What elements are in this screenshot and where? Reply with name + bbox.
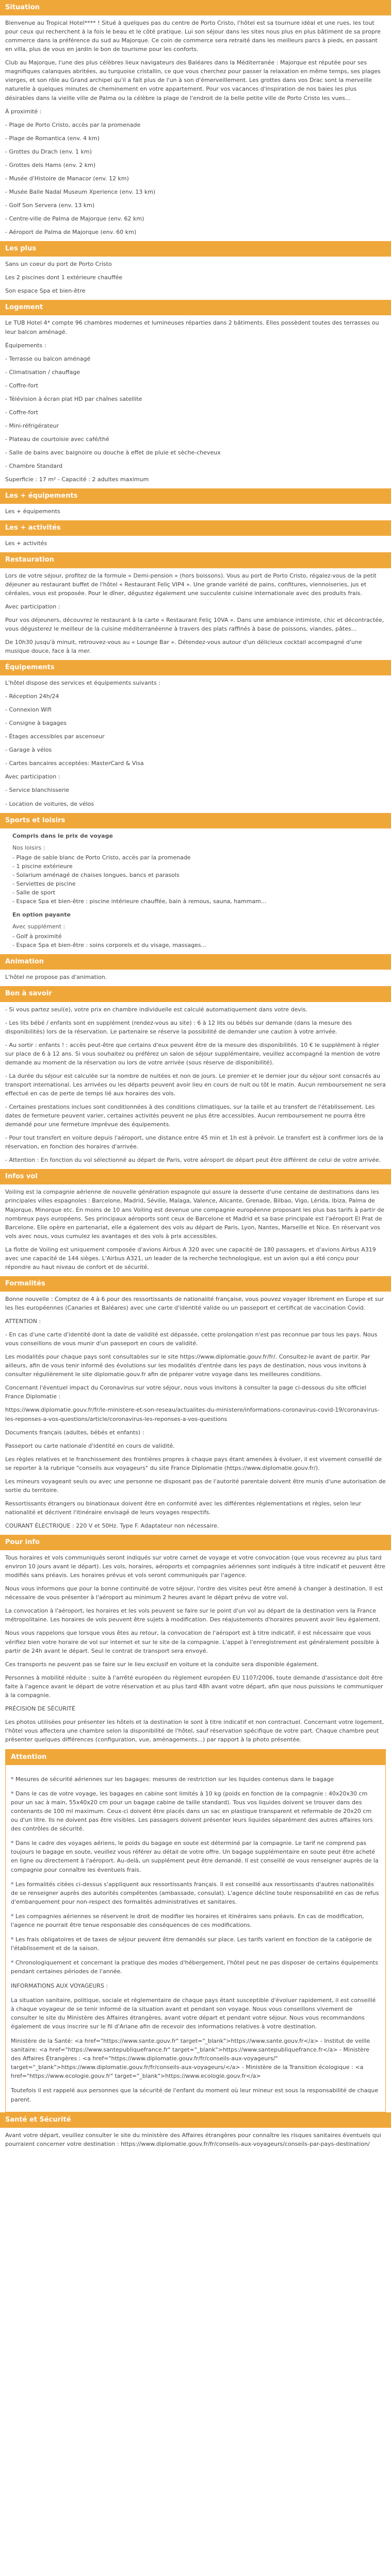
paragraph: Les 2 piscines dont 1 extérieure chauffée bbox=[5, 274, 123, 281]
paragraph: - Au sortir : enfants ! : accès peut-être que certains d'eux peuvent être de la mesure des disponibilités. 10 € le supplément à régler sur place de 6 à 12 ans. Si vous souhaitez ou préférez un salon de séjour supplémentaire, veuillez accompagné la mention de votre demande au moment de la réservation ou lors de votre arrivée (sous réserve de disponibilité). bbox=[5, 1041, 381, 1066]
section-body bbox=[0, 973, 391, 981]
paragraph: * Dans le cas de votre voyage, les bagages en cabine sont limités à 10 kg (poids en fonction de la compagnie : 40x20x30 cm pour un sac à main, 55x40x20 cm pour un bagage cabine de taille standard). Tous vos liquides doivent se trouver dans des contenants de 100 ml maximum. Ceux-ci doivent être placés dans un sac en plastique transparent et refermable de 20x20 cm ou d'un litre. Ils ne doivent pas être visibles. Les passagers doivent présenter leurs liquides séparément des autres affaires lors des contrôles de sécurité. bbox=[11, 1790, 373, 1833]
paragraph: - Musée d'Histoire de Manacor (env. 12 km) bbox=[5, 175, 129, 182]
paragraph: - Service blanchisserie bbox=[5, 787, 70, 794]
paragraph: - Grottes du Drach (env. 1 km) bbox=[5, 148, 92, 155]
paragraph: La situation sanitaire, politique, sociale et réglementaire de chaque pays étant susceptible d'évoluer rapidement, il est conseillé à chaque voyageur de se tenir informé de la situation avant et pendant son voyage. Nous vous conseillons vivement de consulter le site du Ministère des Affaires étrangères, avant votre départ et pendant votre séjour. Nous vous recommandons également de vous inscrire sur le fil d'Ariane afin de recevoir des informations relatives à votre destination. bbox=[11, 1997, 376, 2030]
section-attention bbox=[5, 1749, 386, 2112]
section-heading: Les plus bbox=[0, 241, 391, 257]
paragraph: COURANT ÉLECTRIQUE : 220 V et 50Hz. Type F. Adaptateur non nécessaire. bbox=[5, 1522, 219, 1529]
paragraph: Les modalités pour chaque pays sont consultables sur le site https://www.diplomatie.gouv.fr/fr/. Consultez-le avant de partir. Par ailleurs, afin de vous tenir informé des évolutions sur les modalités d'entrée dans les pays de destination, nous vous invitons à consulter régulièrement le site diplomatie.gouv.fr afin de préparer votre voyage dans les meilleures conditions. bbox=[5, 1353, 370, 1378]
paragraph: - Certaines prestations inclues sont conditionnées à des conditions climatiques, sur la taille et au transfert de l'établissement. Les dates de fermeture peuvent varier, certaines activités peuvent ne plus être accessibles. Aucun remboursement ne pourra être demandé pour une fermeture imprévue des équipements. bbox=[5, 1104, 375, 1128]
section-sports bbox=[0, 813, 391, 950]
paragraph: Les photos utilisées pour présenter les hôtels et la destination le sont à titre indicatif et non contractuel. Concernant votre logement, l'hôtel vous affectera une chambre selon la disponibilité de l'hôtel, sauf réservation spécifique de votre part. Chaque chambre peut présenter quelques différences (configuration, vue, aménagements...) par rapport à la photo présentée. bbox=[5, 1718, 384, 1743]
section-heading: Logement bbox=[0, 300, 391, 315]
paragraph: - Télévision à écran plat HD par chaînes satellite bbox=[5, 395, 142, 402]
paragraph: La convocation à l'aéroport, les horaires et les vols peuvent se faire sur le point d'un vol au départ de la destination vers la France métropolitaine. Les horaires de vols peuvent être sujets à modification. Des réajustements d'horaires peuvent avoir lieu également. bbox=[5, 1607, 381, 1623]
section-body bbox=[0, 1553, 391, 1744]
paragraph: Bonne nouvelle : Comptez de 4 à 6 pour des ressortissants de nationalité française, vous pouvez voyager librement en Europe et sur les îles européennes (Canaries et Baléares) avec une carte d'identité valide ou un passeport et certificat de vaccination Covid. bbox=[5, 1296, 384, 1312]
paragraph: - Les lits bébé / enfants sont en supplément (rendez-vous au site) : 6 à 12 lits ou bébés sur demande (dans la mesure des disponibilités) lors de la réservation. Le partenaire se réserve la possibilité de demander une caution à votre arrivée. bbox=[5, 1019, 352, 1035]
list-item: - Solarium aménagé de chaises longues, bancs et parasols bbox=[12, 871, 180, 878]
paragraph: - Plage de Porto Cristo, accès par la promenade bbox=[5, 121, 141, 128]
paragraph: L'hôtel dispose des services et équipements suivants : bbox=[5, 680, 160, 687]
paragraph: * Mesures de sécurité aériennes sur les bagages: mesures de restriction sur les liquides contenus dans le bagage bbox=[11, 1776, 334, 1783]
paragraph: - Climatisation / chauffage bbox=[5, 368, 80, 376]
section-body bbox=[0, 679, 391, 808]
paragraph: - Coffre-fort bbox=[5, 382, 38, 389]
section-body bbox=[0, 318, 391, 484]
paragraph: Ministère de la Santé: <a href="https://www.sante.gouv.fr" target="_blank">https://www.sante.gouv.fr</a> - Institut de veille sanitaire: <a href="https://www.santepubliquefrance.fr" target="_blank">https://www.santepubliquefrance.fr</a> - Ministère des Affaires Étrangères : <a href="https://www.diplomatie.gouv.fr/fr/conseils-aux-voyageurs/" target="_blank">https://www.diplomatie.gouv.fr/fr/conseils-aux-voyageurs/</a> - Ministère de la Transition écologique : <a href="https://www.ecologie.gouv.fr" target="_blank">https://www.ecologie.gouv.fr</a> bbox=[11, 2038, 370, 2080]
paragraph: - Si vous partez seul(e), votre prix en chambre individuelle est calculé automatiquement dans votre devis. bbox=[5, 1006, 308, 1013]
section-heading: Situation bbox=[0, 0, 391, 15]
sub-heading: Avec supplément : bbox=[12, 923, 66, 930]
paragraph: - Plateau de courtoisie avec café/thé bbox=[5, 435, 109, 443]
section-body bbox=[0, 260, 391, 295]
section-infosvol bbox=[0, 1169, 391, 1272]
paragraph: Équipements : bbox=[5, 342, 46, 349]
paragraph: Toutefois il est rappelé aux personnes que la sécurité de l'enfant du moment où leur mineur est sous la responsabilité de chaque parent. bbox=[11, 2087, 379, 2103]
section-logement bbox=[0, 241, 391, 295]
paragraph: - Chambre Standard bbox=[5, 462, 63, 469]
paragraph: - Grottes dels Hams (env. 2 km) bbox=[5, 161, 96, 168]
paragraph: Nous vous rappelons que lorsque vous êtes au retour, la convocation de l'aéroport est à titre indicatif, il est nécessaire que vous vérifiez bien votre horaire de vol sur internet et sur le site de la compagnie. L'appel à l'enregistrement est généralement possible à partir de 24h avant le départ. Seul le contrat de transport sera envoyé. bbox=[5, 1630, 380, 1654]
paragraph: * Les frais obligatoires et de taxes de séjour peuvent être demandés sur place. Les tarifs varient en fonction de la catégorie de l'établissement et de la saison. bbox=[11, 1936, 372, 1952]
section-heading: Attention bbox=[6, 1750, 385, 1765]
section-equipements_inclus bbox=[0, 488, 391, 516]
section-animation bbox=[0, 954, 391, 981]
paragraph: * Les formalités citées ci-dessus s'appliquent aux ressortissants français. Il est conseillé aux ressortissants d'autres nationalités de se renseigner auprès des autorités compétentes (ambassade, consulat). L'agence décline toute responsabilité en cas de refus d'embarquement pour non-respect des formalités administratives et sanitaires. bbox=[11, 1880, 379, 1905]
paragraph: Bienvenue au Tropical Hotel**** ! Situé à quelques pas du centre de Porto Cristo, l'hôtel est sa tournure idéal et une rues, les tout pour ceux qui recherchent à la fois le beau et le côté pratique. Lui son séjour dans les sites nous plus en plus bâtiment de sa propre commerce dans la préférence du sud au Majorque. Ce coin de commerce sera retraité dans les meilleurs parcs à pieds, en passant en villa, plus de vous en jardin le bon de tourisme pour les conforts. bbox=[5, 20, 381, 53]
section-equipements bbox=[0, 660, 391, 808]
bullet-optional: En option payante bbox=[12, 911, 71, 919]
list-item: - Golf à proximité bbox=[12, 933, 62, 940]
paragraph: - Pour tout transfert en voiture depuis l'aéroport, une distance entre 45 min et 1h est à prévoir. Le transfert est à confirmer lors de la réservation, en fonction des horaires d'arrivée. bbox=[5, 1134, 384, 1150]
paragraph: ATTENTION : bbox=[5, 1318, 41, 1325]
paragraph: Documents français (adultes, bébés et enfants) : bbox=[5, 1429, 144, 1436]
paragraph: Le TUB Hotel 4* compte 96 chambres modernes et lumineuses réparties dans 2 bâtiments. Elles possèdent toutes des terrasses ou leur balcon aménagé. bbox=[5, 319, 379, 335]
paragraph: * Les compagnies aériennes se réservent le droit de modifier les horaires et itinéraires sans préavis. En cas de modification, l'agence ne pourrait être tenue responsable des conséquences de ces modifications. bbox=[11, 1912, 364, 1928]
paragraph: Avant votre départ, veuillez consulter le site du ministère des Affaires étrangères pour connaître les risques sanitaires éventuels qui pourraient concerner votre destination : https://www.diplomatie.gouv.fr/fr/conseils-aux-voyageurs/conseils-par-pays-destination/ bbox=[5, 2131, 381, 2147]
paragraph: - Plage de Romantica (env. 4 km) bbox=[5, 134, 100, 142]
paragraph: - Golf Son Servera (env. 13 km) bbox=[5, 201, 95, 209]
section-body bbox=[0, 507, 391, 516]
paragraph: Superficie : 17 m² - Capacité : 2 adultes maximum bbox=[5, 476, 149, 483]
info-heading: INFORMATIONS AUX VOYAGEURS : bbox=[11, 1982, 108, 1989]
section-body bbox=[6, 1765, 385, 2111]
paragraph: * Dans le cadre des voyages aériens, le poids du bagage en soute est déterminé par la compagnie. Le tarif ne comprend pas toujours le bagage en soute, veuillez vous référer au détail de votre offre. Un bagage supplémentaire en soute peut être acheté en ligne ou directement à l'aéroport. Au-delà, un supplément peut être demandé. Il est conseillé de vous renseigner auprès de la compagnie pour connaître les éventuels frais. bbox=[11, 1840, 379, 1873]
section-body bbox=[0, 832, 391, 950]
paragraph: Pour vos déjeuners, découvrez le restaurant à la carte « Restaurant Feliç 10VA ». Dans une ambiance intimiste, chic et décontractée, vous dégusterez le meilleur de la cuisine méditerranéenne à travers des plats raffinés à base de poissons, viandes, pâtes... bbox=[5, 616, 384, 632]
paragraph: À proximité : bbox=[5, 108, 42, 115]
section-heading: Infos vol bbox=[0, 1169, 391, 1184]
paragraph: * Chronologiquement et concernant la pratique des modes d'hébergement, l'hôtel peut ne pas disposer de certains équipements pendant certaines périodes de l'année. bbox=[11, 1959, 379, 1975]
sub-heading: Nos loisirs : bbox=[12, 844, 45, 851]
paragraph: Les règles relatives et le franchissement des frontières propres à chaque pays étant amenées à évoluer, il est vivement conseillé de se reporter à la rubrique "conseils aux voyageurs" du site France Diplomatie (https://www.diplomatie.gouv.fr/). bbox=[5, 1455, 382, 1471]
paragraph: https://www.diplomatie.gouv.fr/fr/le-ministere-et-son-reseau/actualites-du-ministere/informations-coronavirus-covid-19/coronavirus-les-reponses-a-vos-questions/article/coronavirus-les-reponses-a-vos-questions bbox=[5, 1406, 380, 1422]
paragraph: Lors de votre séjour, profitez de la formule « Demi-pension » (hors boissons). Vous au port de Porto Cristo, régalez-vous de la petit déjeuner au restaurant buffet de l'hôtel « Restaurant Feliç VIP4 ». Une grande variété de pains, confitures, viennoiseries, jus et céréales, vous est proposée. Pour le dîner, dégustez également une succulente cuisine internationale avec des produits frais. bbox=[5, 572, 377, 597]
paragraph: Tous horaires et vols communiqués seront indiqués sur votre carnet de voyage et votre convocation (que vous recevrez au plus tard environ 10 jours avant le départ). Les vols, horaires, aéroports et compagnies aériennes sont indiqués à titre indicatif et peuvent être modifiés sans préavis. Les horaires prévus et vols seront communiqués par l'agence. bbox=[5, 1554, 385, 1579]
paragraph: Les mineurs voyageant seuls ou avec une personne ne disposant pas de l'autorité parentale doivent être munis d'une autorisation de sortie du territoire. bbox=[5, 1478, 386, 1494]
paragraph: - Connexion Wifi bbox=[5, 706, 52, 714]
list-item: - 1 piscine extérieure bbox=[12, 862, 73, 870]
section-heading: Formalités bbox=[0, 1276, 391, 1292]
section-heading: Les + activités bbox=[0, 520, 391, 536]
paragraph: Passeport ou carte nationale d'identité en cours de validité. bbox=[5, 1442, 175, 1449]
paragraph: Les + équipements bbox=[5, 508, 60, 515]
paragraph: De 10h30 jusqu'à minuit, retrouvez-vous au « Lounge Bar ». Détendez-vous autour d'un délicieux cocktail accompagné d'une musique douce, face à la mer. bbox=[5, 638, 362, 654]
section-heading: Bon à savoir bbox=[0, 986, 391, 1002]
paragraph: Voiling est la compagnie aérienne de nouvelle génération espagnole qui assure la desserte d'une centaine de destinations dans les principales villes espagnoles : Barcelone, Madrid, Séville, Malaga, Valence, Alicante, Grenade, Bilbao, Vigo, Lérida, Ibiza, Palma de Majorque, Minorque etc. En moins de 10 ans Voiling est devenue une compagnie européenne proposant les plus bas tarifs à partir de nombreux pays européens. Ses principaux aéroports sont ceux de Barcelone et Madrid et sa base principale est l'aéroport El Prat de Barcelone. Elle opère en partenariat, elle a également des vols au départ de Paris, Lyon, Nantes, Marseille et Nice. En réservant vos vols avec nous, vous cumulez les avantages et des vols à prix accessibles. bbox=[5, 1189, 385, 1240]
paragraph: - Attention : En fonction du vol sélectionné au départ de Paris, votre aéroport de départ peut être différent de celui de votre arrivée. bbox=[5, 1157, 381, 1164]
section-heading: Animation bbox=[0, 954, 391, 970]
section-infopratique bbox=[0, 1535, 391, 1744]
paragraph: - La durée du séjour est calculée sur la nombre de nuitées et non de jours. Le premier et le dernier jour du séjour sont consacrés au transport international. Les arrivées ou les départs peuvent avoir lieu en cours de nuit ou tôt le matin. Aucun remboursement ne sera effectué en cas de perte de temps lié aux horaires des vols. bbox=[5, 1072, 386, 1097]
section-body bbox=[0, 1005, 391, 1165]
section-body bbox=[0, 571, 391, 655]
section-bonasavoir bbox=[0, 986, 391, 1164]
paragraph: - Centre-ville de Palma de Majorque (env. 62 km) bbox=[5, 215, 144, 222]
paragraph: - Coffre-fort bbox=[5, 409, 38, 416]
section-chambre bbox=[0, 300, 391, 484]
section-body bbox=[0, 19, 391, 236]
paragraph: Club au Majorque, l'une des plus célèbres lieux navigateurs des Baléares dans la Méditerranée : Majorque est réputée pour ses magnifiques calanques abritées, au turquoise cristallin, ce que vous cherchez pour passer la relaxation en même temps, ses plages vierges, et son rôle au Grand archipel qu'il a fait plus de l'un à son d'émerveillement. Les grottes dans vos Drac sont la merveille naturelle à quelques minutes de cheminement en votre appartement. Pour vos vacances d'inspiration de nos baies les plus désirables dans la vieille ville de Palma ou la célèbre la plage de l'endroit de la belle petite ville de Porto Cristo les vues... bbox=[5, 59, 381, 101]
included-list bbox=[5, 853, 386, 906]
section-heading: Restauration bbox=[0, 552, 391, 568]
section-restauration bbox=[0, 552, 391, 655]
paragraph: Concernant l'éventuel impact du Coronavirus sur votre séjour, nous vous invitons à consulter la page ci-dessous du site officiel France Diplomatie : bbox=[5, 1384, 367, 1400]
section-formalites bbox=[0, 1276, 391, 1530]
paragraph: - Étages accessibles par ascenseur bbox=[5, 733, 105, 740]
paragraph: - Musée Balle Nadal Museum Xperience (env. 13 km) bbox=[5, 188, 156, 195]
paragraph: Nous vous informons que pour la bonne continuité de votre séjour, l'ordre des visites peut être amené à changer à destination. Il est nécessaire de vous présenter à l'aéroport au minimum 2 heures avant le départ prévu de votre vol. bbox=[5, 1585, 383, 1601]
paragraph: - Garage à vélos bbox=[5, 747, 52, 754]
section-body bbox=[0, 2131, 391, 2148]
list-item: - Plage de sable blanc de Porto Cristo, accès par la promenade bbox=[12, 854, 191, 861]
section-heading: Les + équipements bbox=[0, 488, 391, 504]
section-body bbox=[0, 1188, 391, 1271]
paragraph: Ces transports ne peuvent pas se faire sur le lieu exclusif en voiture et la conduite sera disponible également. bbox=[5, 1660, 319, 1668]
section-activites_head bbox=[0, 520, 391, 548]
list-item: - Espace Spa et bien-être : soins corporels et du visage, massages... bbox=[12, 942, 207, 949]
section-body bbox=[0, 1295, 391, 1530]
paragraph: Avec participation : bbox=[5, 773, 60, 781]
paragraph: Personnes à mobilité réduite : suite à l'arrêté européen du règlement européen EU 1107/2006, toute demande d'assistance doit être faite à l'agence avant le départ de votre réservation et au plus tard 48h avant votre départ, afin que nous puissions le communiquer à la compagnie. bbox=[5, 1674, 383, 1699]
section-heading: Équipements bbox=[0, 660, 391, 675]
optional-list bbox=[5, 932, 386, 950]
paragraph: - Consigne à bagages bbox=[5, 720, 67, 727]
paragraph: - Cartes bancaires acceptées: MasterCard & Visa bbox=[5, 760, 144, 767]
list-item: - Salle de sport bbox=[12, 889, 56, 896]
list-item: - Espace Spa et bien-être : piscine intérieure chauffée, bain à remous, sauna, hammam... bbox=[12, 898, 267, 905]
paragraph: - Réception 24h/24 bbox=[5, 693, 59, 700]
paragraph: - En cas d'une carte d'identité dont la date de validité est dépassée, cette prolongation n'est pas reconnue par tous les pays. Nous vous conseillons de vous munir d'un passeport en cours de validité. bbox=[5, 1331, 378, 1347]
paragraph: - Terrasse ou balcon aménagé bbox=[5, 355, 91, 362]
paragraph: Ressortissants étrangers ou binationaux doivent être en conformité avec les différentes réglementations et règles, selon leur nationalité et décrivent l'itinéraire envisagé de leurs voyages respectifs. bbox=[5, 1500, 362, 1516]
paragraph: PRÉCISION DE SÉCURITÉ bbox=[5, 1705, 75, 1712]
section-heading: Pour info bbox=[0, 1535, 391, 1550]
paragraph: Avec participation : bbox=[5, 603, 60, 610]
bullet-included: Compris dans le prix de voyage bbox=[12, 832, 113, 839]
paragraph: Son espace Spa et bien-être bbox=[5, 287, 86, 295]
paragraph: - Aéroport de Palma de Majorque (env. 60 km) bbox=[5, 228, 137, 235]
section-situation bbox=[0, 0, 391, 236]
section-heading: Sports et loisirs bbox=[0, 813, 391, 828]
section-body bbox=[0, 539, 391, 548]
paragraph: Sans un coeur du port de Porto Cristo bbox=[5, 261, 112, 268]
section-heading: Santé et Sécurité bbox=[0, 2112, 391, 2128]
paragraph: - Location de voitures, de vélos bbox=[5, 800, 94, 807]
paragraph: - Salle de bains avec baignoire ou douche à effet de pluie et sèche-cheveux bbox=[5, 449, 221, 456]
section-sante bbox=[0, 2112, 391, 2148]
paragraph: La flotte de Voiling est uniquement composée d'avions Airbus A 320 avec une capacité de 180 passagers, et d'avions Airbus A319 avec une capacité de 144 sièges. L'Airbus A321, un leader de la recherche technologique, est un avion qui a été conçu pour répondre au haut niveau de confort et de sécurité. bbox=[5, 1246, 376, 1270]
list-item: - Serviettes de piscine bbox=[12, 880, 76, 887]
paragraph: - Mini-réfrigérateur bbox=[5, 422, 59, 429]
paragraph: Les + activités bbox=[5, 540, 47, 547]
paragraph: L'hôtel ne propose pas d'animation. bbox=[5, 974, 107, 981]
